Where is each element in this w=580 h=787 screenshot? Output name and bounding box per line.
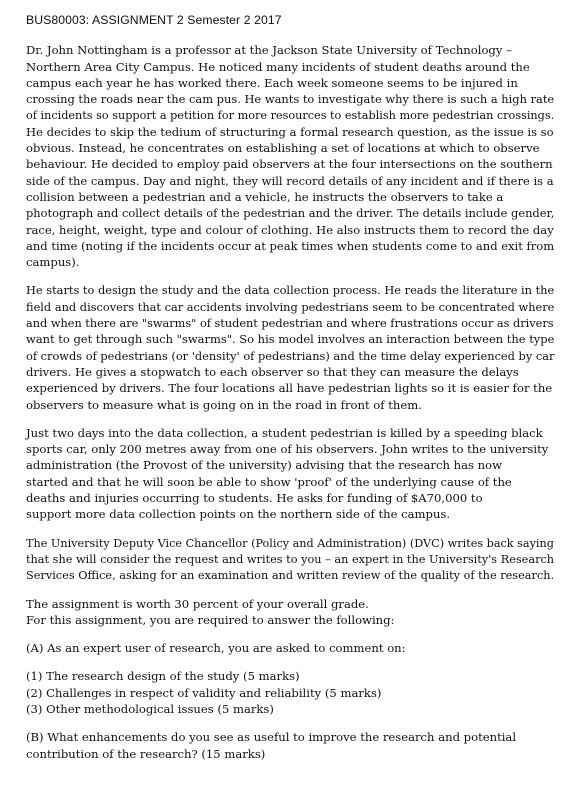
text-line: support more data collection points on the northern side of the campus. [26,507,451,522]
text-line: deaths and injuries occurring to students. He asks for funding of $A70,000 to [26,491,483,506]
assignment-title: BUS80003: ASSIGNMENT 2 Semester 2 2017 [26,13,282,27]
list-item: (2) Challenges in respect of validity and reliability (5 marks) [26,685,382,700]
text-line: (A) As an expert user of research, you are asked to comment on: [26,641,406,656]
text-line: Dr. John Nottingham is a professor at the Jackson State University of Technology – [26,43,512,58]
text-line: The University Deputy Vice Chancellor (Policy and Administration) (DVC) writes back saying [26,535,554,550]
list-item: (1) The research design of the study (5 marks) [26,669,300,684]
text-line: obvious. Instead, he concentrates on establishing a set of locations at which to observe [26,141,540,156]
text-line: contribution of the research? (15 marks) [26,746,266,761]
text-line: (B) What enhancements do you see as useful to improve the research and potential [26,730,517,745]
text-line: behaviour. He decided to employ paid observers at the four intersections on the southern [26,157,553,172]
text-line: started and that he will soon be able to show 'proof' of the underlying cause of the [26,474,512,489]
text-line: Just two days into the data collection, a student pedestrian is killed by a speeding black [26,425,543,440]
text-line: of incidents so support a petition for more resources to establish more pedestrian crossings. [26,108,555,123]
text-line: drivers. He gives a stopwatch to each observer so that they can measure the delays [26,364,519,379]
text-line: race, height, weight, type and colour of clothing. He also instructs them to record the day [26,222,554,237]
text-line: experienced by drivers. The four locations all have pedestrian lights so it is easier for the [26,381,553,396]
text-line: collision between a pedestrian and a vehicle, he instructs the observers to take a [26,189,504,204]
text-line: He decides to skip the tedium of structuring a formal research question, as the issue is so [26,124,554,139]
part-b-question [26,729,554,762]
text-line: Northern Area City Campus. He noticed many incidents of student deaths around the [26,59,530,74]
text-line: Services Office, asking for an examination and written review of the quality of the research. [26,568,555,583]
text-line: and time (noting if the incidents occur at peak times when students come to and exit from [26,238,555,253]
text-line: want to get through such "swarms". So his model involves an interaction between the type [26,332,555,347]
part-a-intro [26,640,554,656]
text-line: campus each year he has worked there. Each week someone seems to be injured in [26,75,518,90]
text-line: field and discovers that car accidents involving pedestrians seem to be concentrated where [26,299,555,314]
scenario-paragraph-2 [26,282,554,412]
text-line: of crowds of pedestrians (or 'density' of pedestrians) and the time delay experienced by car [26,348,555,363]
text-line: The assignment is worth 30 percent of your overall grade. [26,596,369,611]
text-line: sports car, only 200 metres away from one of his observers. John writes to the university [26,442,549,457]
assignment-weight-paragraph [26,596,554,629]
text-line: that she will consider the request and writes to you – an expert in the University's Research [26,551,555,566]
text-line: observers to measure what is going on in the road in front of them. [26,397,422,412]
text-line: For this assignment, you are required to answer the following: [26,612,395,627]
text-line: crossing the roads near the cam pus. He wants to investigate why there is such a high rate [26,92,555,107]
text-line: campus). [26,255,80,270]
text-line: He starts to design the study and the data collection process. He reads the literature in the [26,283,555,298]
text-line: photograph and collect details of the pedestrian and the driver. The details include gender, [26,206,555,221]
scenario-paragraph-3 [26,425,554,523]
dvc-paragraph [26,535,554,584]
text-line: and when there are "swarms" of student pedestrian and where frustrations occur as drivers [26,316,554,331]
part-a-items [26,668,554,717]
text-line: side of the campus. Day and night, they will record details of any incident and if there is a [26,173,554,188]
text-line: administration (the Provost of the university) advising that the research has now [26,458,502,473]
scenario-paragraph-1 [26,42,554,270]
list-item: (3) Other methodological issues (5 marks) [26,701,274,716]
